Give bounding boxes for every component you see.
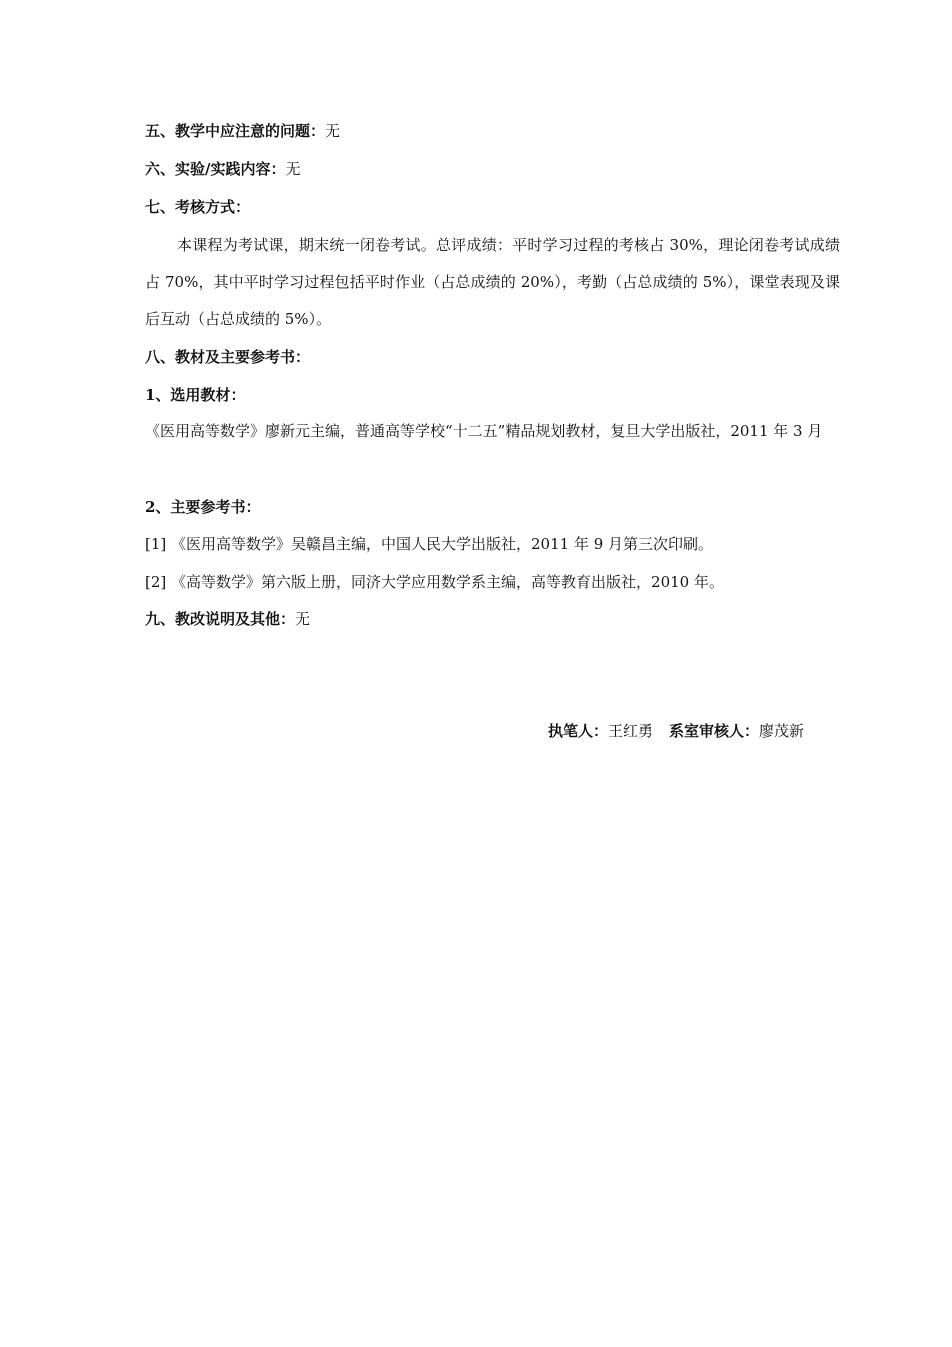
section-6-heading: 六、实验/实践内容：: [145, 160, 286, 178]
section-9-value: 无: [295, 610, 311, 628]
author-label: 执笔人：: [547, 722, 608, 740]
section-8-heading: 八、教材及主要参考书：: [145, 348, 311, 366]
reference-item: [1] 《医用高等数学》吴赣昌主编，中国人民大学出版社，2011 年 9 月第三次印刷。: [145, 535, 714, 553]
signature-line: [548, 721, 804, 741]
section-5-value: 无: [325, 122, 341, 140]
section-7-heading: 七、考核方式：: [145, 198, 251, 216]
section-7-paragraph: 本课程为考试课，期末统一闭卷考试。总评成绩：平时学习过程的考核占 30%，理论闭卷考试成绩占 70%，其中平时学习过程包括平时作业（占总成绩的 20%），考勤（占总成绩的 5%），课堂表现及课后互动（占总成绩的 5%）。: [145, 236, 840, 328]
section-5-heading: 五、教学中应注意的问题：: [145, 122, 326, 140]
section-9: [145, 609, 310, 629]
textbook-paragraph: 《医用高等数学》廖新元主编，普通高等学校“十二五”精品规划教材，复旦大学出版社，2011 年 3 月: [145, 422, 823, 440]
author-name: 王红勇: [607, 722, 653, 740]
textbook-heading: 1、选用教材：: [145, 386, 246, 404]
reference-item: [2] 《高等数学》第六版上册，同济大学应用数学系主编，高等教育出版社，2010 年。: [145, 573, 724, 591]
reviewer-name: 廖茂新: [758, 722, 804, 740]
references-heading: 2、主要参考书：: [145, 498, 261, 516]
section-9-heading: 九、教改说明及其他：: [145, 610, 296, 628]
reviewer-label: 系室审核人：: [668, 722, 759, 740]
section-6: [145, 159, 301, 179]
section-6-value: 无: [285, 160, 301, 178]
section-5: [145, 121, 340, 141]
